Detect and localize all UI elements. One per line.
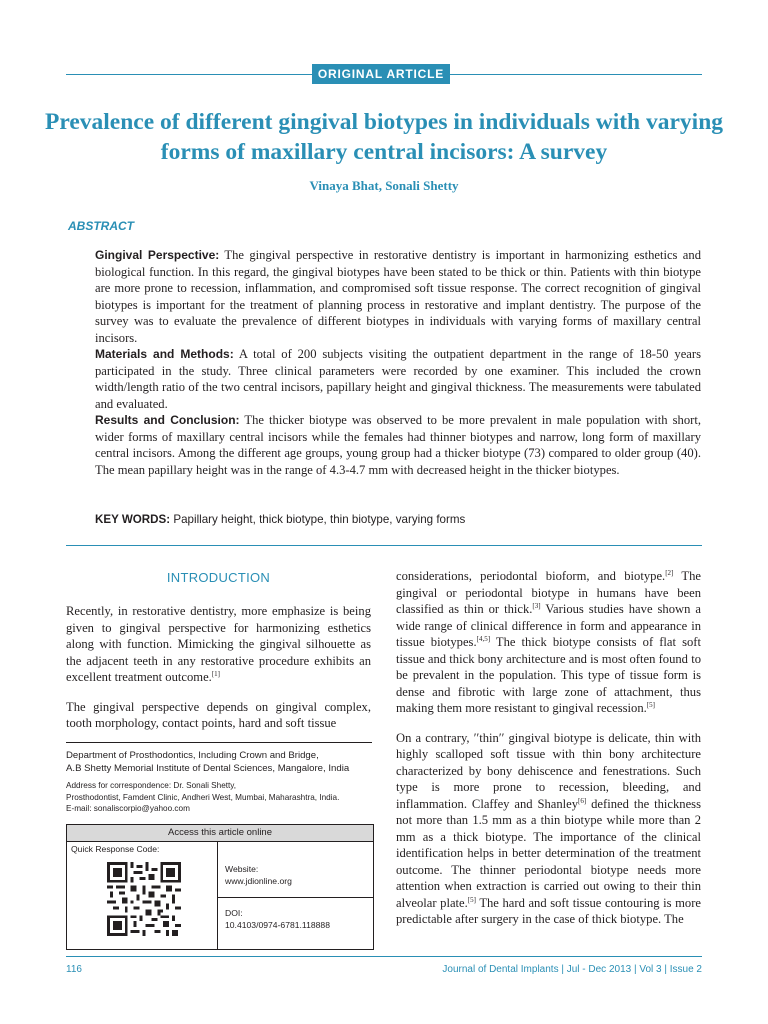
website-link[interactable]: www.jdionline.org	[225, 876, 292, 886]
access-divider	[217, 897, 373, 898]
abstract-results	[95, 412, 701, 478]
intro-paragraph-2	[66, 699, 371, 732]
text-span: The gingival or periodontal biotype in humans have been classified as thin or thick.	[396, 569, 701, 616]
header-rule-left	[66, 74, 312, 75]
keywords	[95, 513, 465, 526]
correspondence	[66, 780, 372, 815]
abstract-results-text: The thicker biotype was observed to be more prevalent in male population with short, wider forms of maxillary central incisors while the females had thinner biotypes and narrow, long form of maxillary central incisors. Among the different age groups, young group had a thicker biotype (73) compared to older group (40). The mean papillary height was in the range of 4.3-4.7 mm with decreased height in the thicker biotypes.	[95, 413, 701, 477]
qr-code-icon[interactable]	[107, 862, 181, 936]
abstract-methods-text: A total of 200 subjects visiting the outpatient department in the range of 18-50 years participated in the study. Three clinical parameters were recorded by one examiner. This included the crown width/length ratio of the two central incisors, papillary height and gingival thickness. The measurements were tabulated and evaluated.	[95, 347, 701, 411]
right-column	[396, 568, 701, 941]
citation: [1]	[211, 669, 220, 678]
website-label: Website:	[225, 864, 259, 874]
page-number: 116	[66, 964, 82, 975]
correspondence-line-1: Address for correspondence: Dr. Sonali Shetty,	[66, 781, 237, 790]
text-span: The thick biotype consists of flat soft tissue and thick bony architecture and is most often found to be prevalent in the population. This type of tissue form is dense and fibrotic with large zone of attachment, thus making them more resistant to gingival recession.	[396, 635, 701, 715]
correspondence-email: E-mail: sonaliscorpio@yahoo.com	[66, 804, 190, 813]
intro-paragraph-4	[396, 730, 701, 928]
article-title: Prevalence of different gingival biotypes in individuals with varying forms of maxillary central incisors: A survey	[44, 109, 724, 165]
abstract-heading: ABSTRACT	[68, 219, 134, 233]
website-block	[225, 863, 292, 887]
text-span: defined the thickness not more than 1.5 mm as a thin biotype while more than 2 mm as a thick biotype. The importance of the clinical identification helps in better determination of the treatment outcome. The thinner periodontal biotype needs more attention when extraction is carried out owing to their thin alveolar plate.	[396, 796, 701, 910]
footer-rule	[66, 956, 702, 957]
doi-label: DOI:	[225, 908, 243, 918]
abstract-body	[95, 247, 701, 478]
citation: [3]	[532, 601, 541, 610]
access-heading: Access this article online	[67, 825, 373, 842]
affiliation-block	[66, 742, 372, 815]
text-span: considerations, periodontal bioform, and biotype.	[396, 569, 666, 583]
affiliation-line-2: A.B Shetty Memorial Institute of Dental Sciences, Mangalore, India	[66, 763, 350, 774]
doi-value[interactable]: 10.4103/0974-6781.118888	[225, 920, 330, 930]
abstract-perspective-label: Gingival Perspective:	[95, 248, 220, 262]
journal-citation: Journal of Dental Implants | Jul - Dec 2013 | Vol 3 | Issue 2	[442, 964, 702, 975]
intro-paragraph-1-text: Recently, in restorative dentistry, more emphasize is being given to gingival perspective for harmonizing esthetics along with function. Mimicking the gingival silhouette as the adjacent teeth in any restorative procedure exhibits an excellent treatment outcome.	[66, 604, 371, 684]
citation: [4,5]	[476, 634, 491, 643]
keywords-text: Papillary height, thick biotype, thin biotype, varying forms	[170, 513, 466, 526]
text-span: The hard and soft tissue contouring is more predictable after surgery in the case of thick biotype. The	[396, 895, 701, 926]
text-span: Various studies have shown a wide range of clinical difference in form and appearance in tissue biotypes.	[396, 602, 701, 649]
citation: [5]	[646, 700, 655, 709]
correspondence-line-2: Prosthodontist, Famdent Clinic, Andheri West, Mumbai, Maharashtra, India.	[66, 792, 340, 802]
keywords-label: KEY WORDS:	[95, 513, 171, 526]
abstract-perspective	[95, 247, 701, 346]
qr-cell	[67, 842, 218, 949]
text-span: On a contrary, ′′thin′′ gingival biotype is delicate, thin with highly scalloped soft tissue with thin bony architecture characterized by bony dehiscence and fenestrations. Such type is more prone to recession, bleeding, and inflammation. Claffey and Shanley	[396, 730, 701, 811]
citation: [5]	[467, 895, 476, 904]
qr-label: Quick Response Code:	[71, 844, 160, 854]
citation: [2]	[665, 568, 674, 577]
introduction-heading: INTRODUCTION	[166, 570, 271, 585]
abstract-separator	[66, 545, 702, 546]
article-type-badge: ORIGINAL ARTICLE	[312, 64, 450, 84]
left-column	[66, 570, 371, 745]
intro-paragraph-2-text: The gingival perspective depends on gingival complex, tooth morphology, contact points, hard and soft tissue	[66, 699, 371, 730]
access-online-box	[66, 824, 374, 950]
abstract-perspective-text: The gingival perspective in restorative dentistry is important in harmonizing esthetics and biological function. In this regard, the gingival biotypes have been stated to be thick or thin. Patients with thin biotype are more prone to recession, inflammation, and compromised soft tissue response. The correct recognition of gingival biotypes is important for the treatment of planning process in restorative and implant dentistry. The purpose of the survey was to evaluate the prevalence of different biotypes in individuals with varying forms of maxillary central incisors.	[95, 248, 701, 345]
article-authors: Vinaya Bhat, Sonali Shetty	[309, 178, 459, 193]
citation: [6]	[578, 796, 587, 805]
abstract-methods-label: Materials and Methods:	[95, 347, 234, 361]
intro-paragraph-3	[396, 568, 701, 717]
affiliation-line-1: Department of Prosthodontics, Including Crown and Bridge,	[66, 750, 319, 761]
header-rule-right	[450, 74, 702, 75]
abstract-methods	[95, 346, 701, 412]
intro-paragraph-1	[66, 603, 371, 686]
abstract-results-label: Results and Conclusion:	[95, 413, 240, 427]
doi-block	[225, 907, 330, 931]
